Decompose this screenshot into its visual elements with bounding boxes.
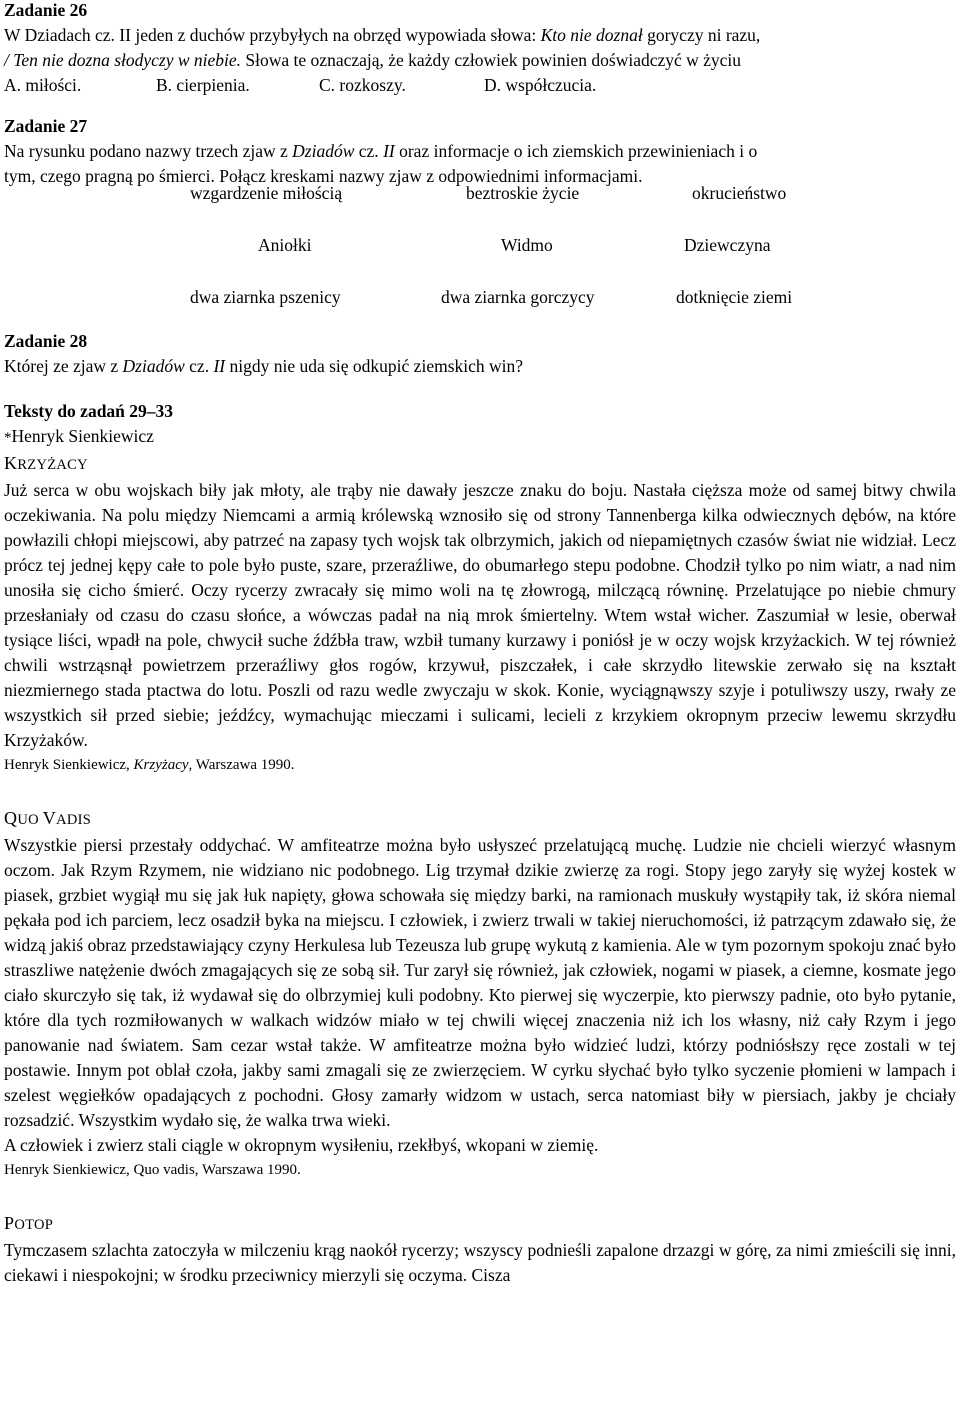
potop-title-rest: OTOP <box>14 1217 54 1233</box>
task-26-options <box>4 73 956 98</box>
sin-3[interactable]: okrucieństwo <box>692 183 787 203</box>
task-26-text-b: goryczy ni razu, <box>642 25 761 45</box>
sin-2[interactable]: beztroskie życie <box>466 183 580 203</box>
quo-vadis-title-rest-2: ADIS <box>56 812 92 828</box>
quo-vadis-title <box>4 806 956 833</box>
task-26-line-1 <box>4 23 956 48</box>
sin-1[interactable]: wzgardzenie miłością <box>190 183 343 203</box>
texts-heading: Teksty do zadań 29–33 <box>4 401 174 421</box>
krzyzacy-excerpt: Już serca w obu wojskach biły jak młoty, ale trąby nie dawały jeszcze znaku do boju. Nastała cięższa może od samej bitwy chwila oczekiwania. Na polu między Niemcami a armią królewską wznosiło się od strony Tannenberga kilka odwiecznych dębów, na które powłazili chłopi miejscowi, aby patrzeć na zapasy tych wojsk tak olbrzymich, jakich od niepamiętnych czasów świat nie widział. Lecz prócz tej jednej kępy całe to pole było puste, szare, przeraźliwe, do obumarłego stepu podobne. Chodził tylko po nim wiatr, a nad nim unosiła się cicho śmierć. Oczy rycerzy zwracały się mimo woli na tę złowrogą, milczącą równinę. Przelatujące po niebie chmury przesłaniały od czasu do czasu słońce, a wówczas padał na nią mrok śmiertelny. Wtem wstał wicher. Zaszumiał w lesie, oberwał tysiące liści, wpadł na pole, chwycił suche źdźbła traw, wzbił tumany kurzawy i poniósł je w oczy wojsk krzyżackich. W tej również chwili wstrząsnął powietrzem przeraźliwy głos rogów, krzywuł, piszczałek, i całe skrzydło litewskie zerwało się na kształt niezmiernego stada ptactwa do lotu. Poszli od razu wedle zwyczaju w skok. Konie, wyciągnąwszy szyje i potuliwszy uszy, rwały ze wszystkich sił przed siebie; jeźdźcy, wymachując mieczami i sulicami, lecieli z krzykiem okropnym przeciw lewemu skrzydłu Krzyżaków. <box>4 480 956 750</box>
task-27-title: Zadanie 27 <box>4 116 88 136</box>
task-28-text-c: nigdy nie uda się odkupić ziemskich win? <box>225 356 524 376</box>
quo-vadis-title-rest-1: UO <box>17 812 43 828</box>
task-27-text-c: oraz informacje o ich ziemskich przewinieniach i o <box>394 141 758 161</box>
task-26-text-c: Słowa te oznaczają, że każdy człowiek powinien doświadczyć w życiu <box>241 50 742 70</box>
quo-vadis-excerpt-end: A człowiek i zwierz stali ciągle w okropnym wysiłeniu, rzekłbyś, wkopani w ziemię. <box>4 1135 599 1155</box>
author-line <box>4 424 956 451</box>
option-d: D. współczucia. <box>484 75 597 95</box>
krzyzacy-source-title: Krzyżacy <box>133 757 189 773</box>
task-27-line-1 <box>4 139 956 164</box>
krzyzacy-title-rest: RZYŻACY <box>17 457 88 473</box>
krzyzacy-source-author: Henryk Sienkiewicz, <box>4 757 134 773</box>
ghost-2[interactable]: Widmo <box>501 235 553 255</box>
potop-excerpt: Tymczasem szlachta zatoczyła w milczeniu krąg naokół rycerzy; wszyscy podnieśli zapalone drzazgi w górę, za nimi zmieścili się inni, ciekawi i niespokojni; w środku przeciwnicy mierzyli się oczyma. Cisza <box>4 1240 956 1285</box>
task-28-question <box>4 354 956 379</box>
task-26-title: Zadanie 26 <box>4 0 88 20</box>
quo-vadis-title-cap-2: V <box>42 808 57 828</box>
wish-1[interactable]: dwa ziarnka pszenicy <box>190 287 341 307</box>
option-b: B. cierpienia. <box>156 75 250 95</box>
task-28-title: Zadanie 28 <box>4 331 88 351</box>
matching-grid <box>4 183 956 329</box>
wish-2[interactable]: dwa ziarnka gorczycy <box>441 287 595 307</box>
option-c: C. rozkoszy. <box>319 75 406 95</box>
ghost-1[interactable]: Aniołki <box>258 235 312 255</box>
task-27-line-2: tym, czego pragną po śmierci. Połącz kreskami nazwy zjaw z odpowiednimi informacjami. <box>4 166 643 186</box>
document-page <box>4 0 956 1288</box>
krzyzacy-source <box>4 753 956 778</box>
task-28-text-b: cz. <box>184 356 214 376</box>
task-27-text-b: cz. <box>354 141 384 161</box>
quo-vadis-source: Henryk Sienkiewicz, Quo vadis, Warszawa 1990. <box>4 1162 301 1178</box>
wish-3[interactable]: dotknięcie ziemi <box>676 287 793 307</box>
task-26-quote-a: Kto nie doznał <box>540 25 643 45</box>
author-name: Henryk Sienkiewicz <box>11 426 154 446</box>
task-27-part: II <box>383 141 395 161</box>
quo-vadis-excerpt: Wszystkie piersi przestały oddychać. W amfiteatrze można było usłyszeć przelatującą muchę. Ludzie nie chcieli wierzyć własnym oczom. Jak Rzym Rzymem, nie widziano nic podobnego. Lig trzymał dzikie zwierzę za rogi. Stopy jego zaryły się wyżej kostek w piasek, grzbiet wygiął mu się jak łuk napięty, głowa schowała się między barki, na ramionach muskuły wystąpiły tak, iż skóra niemal pękała pod ich parciem, lecz osadził byka na miejscu. I człowiek, i zwierz trwali w takiej nieruchomości, iż patrzącym zdawało się, że widzą jakiś obraz przedstawiający czyny Herkulesa lub Tezeusza lub grupę wykutą z kamienia. Ale w tym pozornym spokoju znać było straszliwe natężenie dwóch zmagających się ze sobą sił. Tur zarył się również, jak człowiek, nogami w piasek, a ciemne, kosmate jego ciało skurczyło się tak, iż wydawał się do olbrzymiej kuli podobny. Kto pierwej się wyczerpie, kto pierwszy padnie, oto było pytanie, które dla tych rozmiłowanych w walkach widzów miało w tej chwili więcej znaczenia niż ich los własny, niż cały Rzym i jego panowanie nad światem. Sam cezar wstał także. W amfiteatrze można było widzieć ludzi, którzy podniósłszy ręce zostali w tej postawie. Innym pot oblał czoła, jakby sami zmagali się ze zwierzęciem. W cyrku słychać było tylko syczenie płomieni w lampach i szelest węgiełków opadających z pochodni. Głosy zamarły widzom w ustach, serca natomiast biły w piersiach, jakby je chciały rozsadzić. Wszystkim wydało się, że walka trwa wieki. <box>4 835 956 1130</box>
krzyzacy-source-place: , Warszawa 1990. <box>188 757 295 773</box>
task-28-work-title: Dziadów <box>122 356 185 376</box>
potop-title <box>4 1211 956 1238</box>
option-a: A. miłości. <box>4 75 82 95</box>
task-28-text-a: Której ze zjaw z <box>4 356 123 376</box>
quo-vadis-title-cap-1: Q <box>4 808 18 828</box>
potop-title-cap: P <box>4 1213 15 1233</box>
ghost-3[interactable]: Dziewczyna <box>684 235 771 255</box>
task-26-line-2 <box>4 48 956 73</box>
krzyzacy-title <box>4 451 956 478</box>
author-mark: * <box>4 430 12 446</box>
task-27-text-a: Na rysunku podano nazwy trzech zjaw z <box>4 141 293 161</box>
task-26-quote-b: / Ten nie dozna słodyczy w niebie. <box>4 50 242 70</box>
task-26-text-a: W Dziadach cz. II jeden z duchów przybyłych na obrzęd wypowiada słowa: <box>4 25 541 45</box>
task-28-part: II <box>213 356 226 376</box>
task-27-work-title: Dziadów <box>292 141 355 161</box>
krzyzacy-title-cap: K <box>4 453 18 473</box>
